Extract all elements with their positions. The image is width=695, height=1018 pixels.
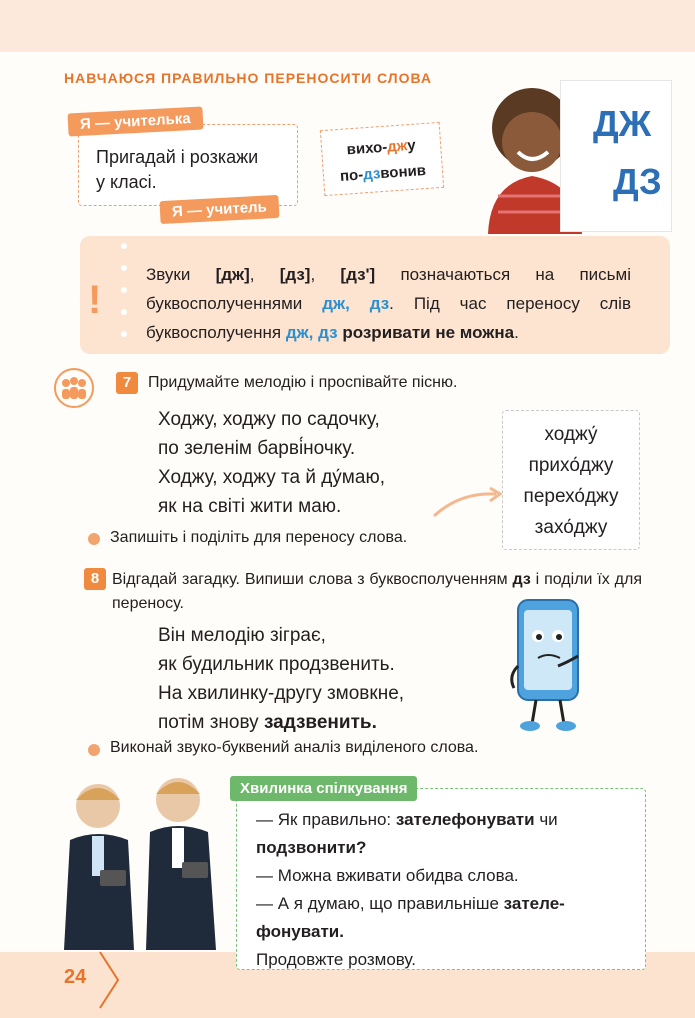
tag-teacher-male: Я — учитель — [159, 195, 279, 224]
bullet-icon — [88, 533, 100, 545]
exclamation-icon: ! — [88, 278, 102, 322]
stress-words-card — [502, 410, 640, 550]
task-8-number: 8 — [84, 568, 106, 590]
dialog-line: — Як правильно: зателефонувати чи — [256, 810, 558, 829]
boys-photo — [50, 770, 228, 950]
bullet-icon — [88, 744, 100, 756]
poem-line: по зеленім барві́ночку. — [158, 438, 356, 459]
task-8-instruction: Виконай звуко-буквений аналіз виділеного слова. — [110, 739, 479, 756]
prompt-text — [96, 145, 291, 195]
dialog-line: Продовжте розмову. — [256, 950, 416, 969]
poem-line: як будильник продзвенить. — [158, 654, 395, 675]
task-8-text: Відгадай загадку. Випиши слова з буквосполученням дз і поділи їх для переносу. — [112, 571, 642, 612]
poem-line: Ходжу, ходжу по садочку, — [158, 409, 380, 430]
prompt-line-2: у класі. — [96, 172, 157, 192]
riddle-poem — [158, 621, 404, 737]
rule-dots — [120, 240, 128, 352]
top-band — [0, 0, 695, 52]
section-title: НАВЧАЮСЯ ПРАВИЛЬНО ПЕРЕНОСИТИ СЛОВА — [64, 70, 433, 86]
sign-letters-dzh: ДЖ — [593, 103, 652, 144]
page-chevron-icon — [96, 950, 122, 1010]
poem-line: На хвилинку-другу змовкне, — [158, 683, 405, 704]
poem-line: потім знову задзвенить. — [158, 712, 377, 733]
phone-character-icon — [508, 596, 588, 734]
dialog-text — [256, 806, 634, 974]
poem-line: Він мелодію зіграє, — [158, 625, 326, 646]
tag-teacher-female: Я — учителька — [67, 106, 203, 136]
sign-letters-dz: ДЗ — [613, 161, 662, 202]
rule-text: Звуки [дж], [дз], [дз'] позначаються на письмі буквосполученнями дж, дз. Під час переносу слів буквосполучення дж, дз розривати не можна. — [146, 265, 631, 342]
example-word-1: вихо-джу — [346, 136, 417, 159]
example-word-2: по-дзвонив — [339, 161, 427, 185]
arrow-icon — [430, 484, 504, 520]
song-poem — [158, 405, 385, 521]
dialog-line: — Можна вживати обидва слова. — [256, 866, 519, 885]
task-7-instruction: Запишіть і поділіть для переносу слова. — [110, 529, 408, 546]
letter-sign — [560, 80, 672, 232]
word-item: ходжу́ — [544, 424, 598, 445]
page-number: 24 — [64, 966, 87, 988]
word-item: прихо́джу — [528, 455, 614, 476]
dialog-line: — А я думаю, що правильніше зателе- — [256, 894, 565, 913]
poem-line: Ходжу, ходжу та й ду́маю, — [158, 467, 385, 488]
word-item: захо́джу — [534, 517, 608, 538]
task-7-number: 7 — [116, 372, 138, 394]
prompt-line-1: Пригадай і розкажи — [96, 147, 259, 167]
example-word-card — [320, 122, 444, 196]
dialog-title: Хвилинка спілкування — [230, 776, 417, 801]
group-work-icon — [54, 368, 94, 408]
dialog-line: фонувати. — [256, 922, 344, 941]
word-item: перехо́джу — [523, 486, 619, 507]
poem-line: як на світі жити маю. — [158, 496, 342, 517]
dialog-line: подзвонити? — [256, 838, 367, 857]
task-7-heading: Придумайте мелодію і проспівайте пісню. — [148, 374, 458, 391]
